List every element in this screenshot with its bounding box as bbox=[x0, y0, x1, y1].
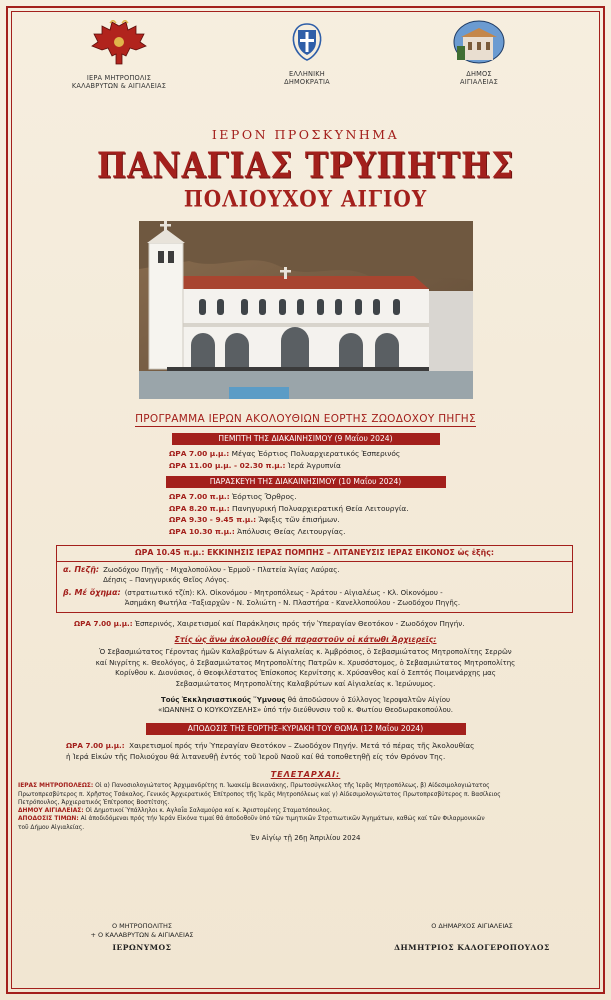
procession-vehicle-line-1: (στρατιωτικό τζίπ): Κλ. Οἰκονόμου - Μητροπόλεως - Ἀράτου - Αἰγιαλέως - Κλ. Οἰκονόμου - bbox=[124, 588, 443, 597]
hierarchs-line-3: Κορίνθου κ. Διονύσιος, ὁ Θεοφιλέστατος Ἐπίσκοπος Κερνίτσης κ. Χρύσανθος καί ὁ Σεπτός Ποιμενάρχης μας bbox=[115, 669, 496, 678]
day1-banner bbox=[172, 433, 440, 445]
schedule-desc: Ἱερά Ἀγρυπνία bbox=[287, 460, 341, 470]
day1-banner-text: ΠΕΜΠΤΗ ΤΗΣ ΔΙΑΚΑΙΝΗΣΙΜΟΥ (9 Μαΐου 2024) bbox=[218, 434, 393, 443]
schedule-time: ΩΡΑ 7.00 π.μ.: bbox=[169, 492, 230, 501]
schedule-line bbox=[169, 514, 589, 526]
procession-heading: ΩΡΑ 10.45 π.μ.: ΕΚΚΙΝΗΣΙΣ ΙΕΡΑΣ ΠΟΜΠΗΣ – ΛΙΤΑΝΕΥΣΙΣ ΙΕΡΑΣ ΕΙΚΟΝΟΣ ὡς ἑξῆς: bbox=[57, 548, 572, 562]
day3-desc-1: Χαιρετισμοί πρός τήν Ὑπεραγίαν Θεοτόκον – Ζωοδόχον Πηγήν. Μετά τό πέρας τῆς Ἀκολουθίας bbox=[129, 740, 475, 750]
schedule-desc: Ἄφιξις τῶν ἐπισήμων. bbox=[258, 515, 340, 524]
timon-text-1: Αἱ ἀποδιδόμεναι πρός τήν Ἱεράν Εἰκόνα τιμαί θά ἀποδοθοῦν ὑπό τῶν τιμητικῶν Στρατιωτικῶν Ἀγημάτων, καθώς καί τῶν Φιλαρμονικῶν bbox=[80, 816, 485, 823]
procession-foot-line-2: Δέησις – Πανηγυρικός Θεῖος Λόγος. bbox=[103, 576, 230, 584]
schedule-desc: Ἑόρτιος Ὄρθρος. bbox=[232, 492, 297, 501]
schedule-time: ΩΡΑ 10.30 π.μ.: bbox=[169, 526, 235, 536]
teletarhai-heading bbox=[22, 770, 589, 780]
procession-vehicle-label: β. Μέ ὄχημα: bbox=[63, 587, 121, 597]
hierarchs-line-4: Σεβασμιώτατος Μητροπολίτης Καλαβρύτων καί Αἰγιαλείας κ. Ἱερώνυμος. bbox=[175, 679, 436, 688]
day3-time: ΩΡΑ 7.00 μ.μ.: bbox=[66, 740, 125, 750]
program-title-text: ΠΡΟΓΡΑΜΜΑ ΙΕΡΩΝ ΑΚΟΛΟΥΘΙΩΝ ΕΟΡΤΗΣ ΖΩΟΔΟΧΟΥ ΠΗΓΗΣ bbox=[135, 413, 476, 425]
schedule-line bbox=[169, 526, 589, 538]
procession-foot-label: α. Πεζῇ: bbox=[63, 564, 100, 574]
dimos-line bbox=[18, 807, 592, 815]
evening-line bbox=[74, 618, 589, 630]
church-photo bbox=[139, 221, 473, 399]
schedule-time: ΩΡΑ 8.20 π.μ.: bbox=[169, 503, 230, 513]
mayor-title: Ο ΔΗΜΑΡΧΟΣ ΑΙΓΙΑΛΕΙΑΣ bbox=[431, 922, 513, 930]
hierarchs-heading bbox=[22, 635, 589, 645]
hellenic-republic-logo bbox=[262, 46, 352, 86]
schedule-time: ΩΡΑ 11.00 μ.μ. - 02.30 π.μ.: bbox=[169, 460, 286, 470]
double-headed-eagle-icon bbox=[90, 20, 148, 68]
metropolis-text-1: Οἱ α) Πανοσιολογιώτατος Ἀρχιμανδρίτης π. Ἰωακείμ Βενιανάκης, Πρωτοσύγκελλος τῆς Ἱερᾶς Μητροπόλεως, β) Αἰδεσιμολογιώτατος bbox=[95, 783, 490, 790]
day3-schedule bbox=[66, 740, 589, 762]
logos-row bbox=[22, 16, 589, 124]
timon-label: ΑΠΟΔΟΣΙΣ ΤΙΜΩΝ: bbox=[18, 816, 79, 823]
schedule-desc: Πανηγυρική Πολυαρχιερατική Θεία Λειτουργία. bbox=[232, 503, 409, 513]
hymns bbox=[22, 695, 589, 716]
dimos-caption-1: ΔΗΜΟΣ bbox=[466, 70, 492, 78]
republic-caption-1: ΕΛΛΗΝΙΚΗ bbox=[289, 70, 325, 78]
timon-line-2: τοῦ Δήμου Αἰγιαλείας. bbox=[18, 824, 85, 831]
hierarchs-line-1: Ὁ Σεβασμιώτατος Γέροντας ἡμῶν Καλαβρύτων & Αἰγιαλείας κ. Ἀμβρόσιος, ὁ Σεβασμιώτατος Μητροπολίτης Σερρῶν bbox=[99, 648, 512, 657]
hymns-bold: Τούς Ἐκκλησιαστικούς Ὕμνους bbox=[160, 696, 286, 705]
town-hall-icon bbox=[453, 20, 505, 64]
day3-banner-text: ΑΠΟΔΟΣΙΣ ΤΗΣ ΕΟΡΤΗΣ–ΚΥΡΙΑΚΗ ΤΟΥ ΘΩΜΑ (12 Μαΐου 2024) bbox=[187, 723, 424, 733]
metropolis-logo bbox=[64, 46, 174, 90]
metropolitan-title-1: Ο ΜΗΤΡΟΠΟΛΙΤΗΣ bbox=[111, 922, 173, 930]
hymns-line-1 bbox=[22, 695, 589, 705]
hymns-rest: θά ἀποδώσουν ὁ Σύλλογος Ἱεροψαλτῶν Αἰγίου bbox=[287, 696, 451, 705]
procession-box bbox=[56, 545, 573, 613]
metropolis-line-1 bbox=[18, 782, 592, 790]
republic-caption-2: ΔΗΜΟΚΡΑΤΙΑ bbox=[284, 78, 330, 86]
schedule-time: ΩΡΑ 7.00 μ.μ.: bbox=[169, 449, 230, 458]
procession-foot-text bbox=[103, 565, 339, 586]
schedule-line bbox=[169, 491, 589, 503]
title-main: ΠΑΝΑΓΙΑΣ ΤΡΥΠΗΤΗΣ bbox=[96, 145, 515, 187]
hierarchs-list bbox=[22, 647, 589, 689]
evening-desc: Ἑσπερινός, Χαιρετισμοί καί Παράκλησις πρός τήν Ὑπεραγίαν Θεοτόκον - Ζωοδόχον Πηγήν. bbox=[134, 618, 465, 628]
dimos-text: Οἱ Δημοτικοί Ὑπάλληλοι κ. Αγλαΐα Σαλαμούρα καί κ. Ἀριστομένης Σταματόπουλος. bbox=[85, 808, 332, 815]
title-pilgrimage: ΙΕΡΟΝ ΠΡΟΣΚΥΝΗΜΑ bbox=[211, 127, 400, 142]
poster-content bbox=[18, 16, 589, 843]
metropolis-caption-2: ΚΑΛΑΒΡΥΤΩΝ & ΑΙΓΙΑΛΕΙΑΣ bbox=[71, 82, 167, 90]
church-illustration bbox=[139, 221, 473, 399]
day3-line-1 bbox=[66, 740, 589, 751]
mayor-name: ΔΗΜΗΤΡΙΟΣ ΚΑΛΟΓΕΡΟΠΟΥΛΟΣ bbox=[394, 943, 550, 952]
procession-foot-line-1: Ζωοδόχου Πηγῆς - Μιχαλοπούλου - Ἑρμοῦ - Πλατεία Ἁγίας Λαύρας. bbox=[103, 565, 340, 574]
day3-desc-2: ἡ Ἱερά Εἰκών τῆς Πολιούχου θά λιτανευθῇ ἐντός τοῦ Ἱεροῦ Ναοῦ καί θά τοποθετηθῇ είς τόν Θρόνον Της. bbox=[66, 751, 446, 761]
metropolis-caption-1: ΙΕΡΑ ΜΗΤΡΟΠΟΛΙΣ bbox=[86, 74, 152, 82]
dimos-caption-2: ΑΙΓΙΑΛΕΙΑΣ bbox=[460, 78, 498, 86]
procession-vehicle-line-2: Ἀσημάκη Φωτήλα -Ταξιαρχῶν - Ν. Σολιώτη - Ν. Πλαστήρα - Κανελλοπούλου - Ζωοδόχου Πηγῆς. bbox=[124, 599, 461, 607]
metropolis-line-3: Πετρόπουλος, Ἀρχιερατικός Ἐπίτροπος Βοστίτσης. bbox=[18, 799, 170, 806]
metropolis-label: ΙΕΡΑΣ ΜΗΤΡΟΠΟΛΕΩΣ: bbox=[18, 783, 94, 790]
procession-vehicle-text bbox=[125, 588, 460, 609]
signature-mayor bbox=[387, 922, 557, 952]
schedule-line bbox=[169, 460, 589, 472]
hymns-line-2: «ΙΩΑΝΝΗΣ Ο ΚΟΥΚΟΥΖΕΛΗΣ» ὑπό τήν διεύθυνσιν τοῦ κ. Φωτίου Θεοδωρακοπούλου. bbox=[157, 706, 454, 715]
procession-foot-row bbox=[63, 565, 566, 586]
schedule-line bbox=[169, 448, 589, 460]
teletarhai-heading-text: ΤΕΛΕΤΑΡΧΑΙ: bbox=[270, 769, 341, 779]
greek-emblem-icon bbox=[289, 22, 325, 62]
schedule-time: ΩΡΑ 9.30 - 9.45 π.μ.: bbox=[169, 515, 257, 524]
metropolitan-title-2: + Ο ΚΑΛΑΒΡΥΤΩΝ & ΑΙΓΙΑΛΕΙΑΣ bbox=[90, 931, 194, 939]
issue-date bbox=[22, 833, 589, 843]
program-title bbox=[22, 413, 589, 425]
day3-banner bbox=[146, 723, 466, 735]
day2-banner-text: ΠΑΡΑΣΚΕΥΗ ΤΗΣ ΔΙΑΚΑΙΝΗΣΙΜΟΥ (10 Μαΐου 2024) bbox=[209, 477, 402, 486]
schedule-desc: Μέγας Ἑόρτιος Πολυαρχιερατικός Ἑσπερινός bbox=[231, 449, 401, 458]
procession-vehicle-row bbox=[63, 588, 566, 609]
title-sub: ΠΟΛΙΟΥΧΟΥ ΑΙΓΙΟΥ bbox=[183, 185, 428, 213]
signature-metropolitan bbox=[62, 922, 222, 952]
timon-line-1 bbox=[18, 815, 592, 823]
metropolis-line-2: Πρωτοπρεσβύτερος π. Χρῆστος Τσάκαλος, Γενικός Ἀρχιερατικός Ἐπίτροπος τῆς Ἱερᾶς Μητροπόλεως καί γ) Αἰδεσιμολογιώτατος Πρωτοπρεσβύτερος π. Βασίλειος bbox=[18, 791, 501, 798]
evening-time: ΩΡΑ 7.00 μ.μ.: bbox=[74, 618, 133, 628]
hierarchs-line-2: καί Νιγρίτης κ. Θεολόγος, ὁ Σεβασμιώτατος Μητροπολίτης Πατρῶν κ. Χρυσόστομος, ὁ Σεβασμιώτατος Μητροπολίτης bbox=[95, 658, 516, 667]
schedule-line bbox=[169, 503, 589, 515]
issue-date-text: Ἐν Αἰγίῳ τῇ 26ῃ Ἀπριλίου 2024 bbox=[250, 834, 361, 843]
metropolitan-name: ΙΕΡΩΝΥΜΟΣ bbox=[112, 943, 172, 952]
day1-schedule bbox=[169, 448, 589, 471]
teletarhai-body bbox=[18, 782, 592, 832]
dimos-label: ΔΗΜΟΥ ΑΙΓΙΑΛΕΙΑΣ: bbox=[18, 808, 84, 815]
schedule-desc: Ἀπόλυσις Θείας Λειτουργίας. bbox=[237, 526, 346, 536]
hierarchs-heading-text: Στίς ὡς ἄνω ἀκολουθίες θά παραστοῦν οἱ κάτωθι Ἀρχιερεῖς: bbox=[174, 635, 437, 644]
municipality-logo bbox=[424, 46, 534, 86]
day2-banner bbox=[166, 476, 446, 488]
day2-schedule bbox=[169, 491, 589, 537]
